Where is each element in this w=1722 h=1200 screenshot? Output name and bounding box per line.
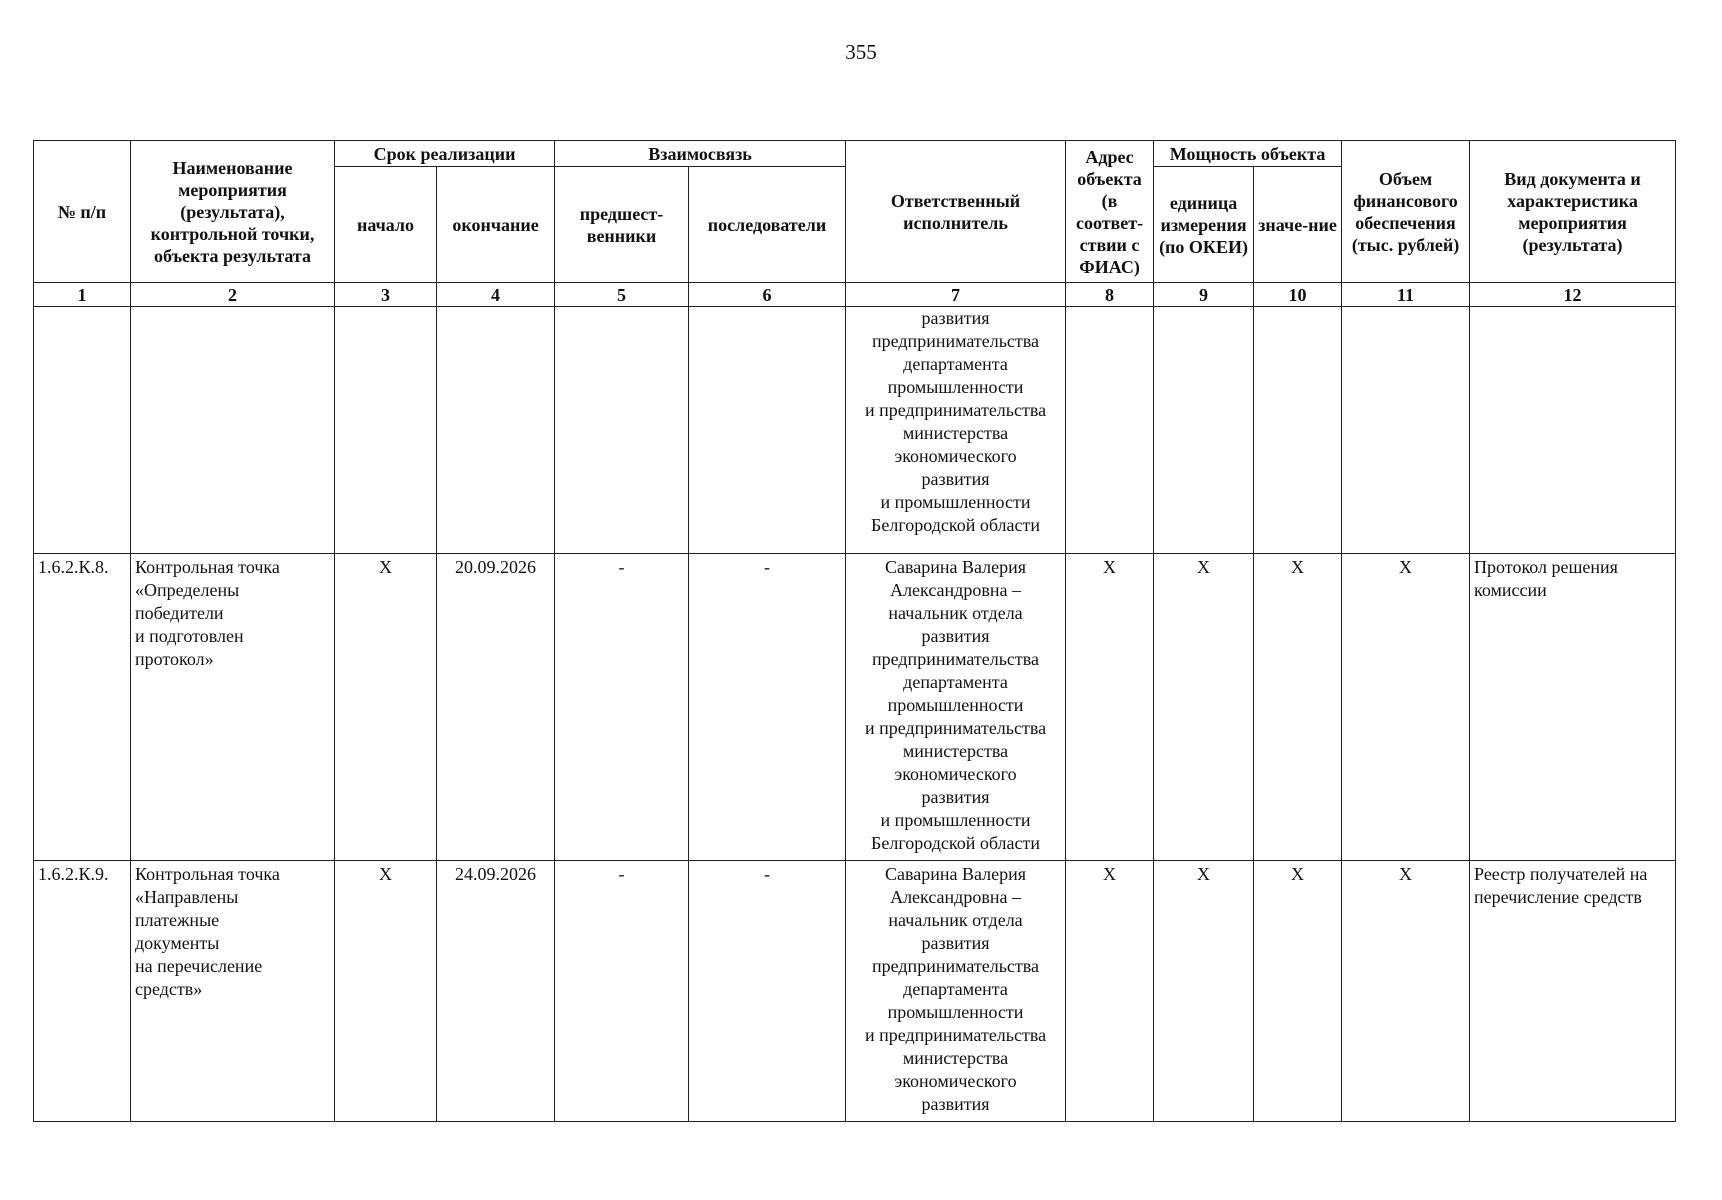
responsible-line: Белгородской области (871, 515, 1041, 535)
cell-start: X (335, 861, 437, 1122)
cell-doc-type: Протокол решения комиссии (1470, 553, 1676, 860)
column-number: 11 (1342, 283, 1470, 307)
header-address: Адрес объекта (в соответ-ствии с ФИАС) (1066, 141, 1154, 283)
name-line: и подготовлен (135, 625, 244, 646)
cell-funding: X (1342, 861, 1470, 1122)
header-successors: последователи (689, 167, 846, 283)
cell-num (34, 307, 131, 554)
cell-responsible (846, 861, 1066, 1122)
column-number: 6 (689, 283, 846, 307)
responsible-line: экономического (894, 1071, 1017, 1092)
responsible-line: Александровна – (890, 579, 1021, 600)
cell-end: 24.09.2026 (437, 861, 555, 1122)
cell-address (1066, 307, 1154, 554)
name-line: на перечисление (135, 956, 263, 977)
responsible-line: предпринимательства (872, 648, 1040, 669)
header-value: значе-ние (1254, 167, 1342, 283)
column-number: 9 (1154, 283, 1254, 307)
cell-num: 1.6.2.К.8. (34, 553, 131, 860)
responsible-line: экономического (894, 763, 1017, 784)
responsible-line: развития (921, 933, 990, 954)
responsible-line: департамента (903, 354, 1008, 374)
cell-responsible (846, 553, 1066, 860)
responsible-line: Саварина Валерия (885, 864, 1027, 885)
responsible-line: и промышленности (880, 809, 1031, 830)
name-line: Контрольная точка (135, 556, 280, 577)
header-link-group: Взаимосвязь (555, 141, 846, 167)
column-numbers-row (34, 283, 1676, 307)
plan-table (33, 140, 1676, 1122)
cell-unit: X (1154, 553, 1254, 860)
header-predecessors: предшест-венники (555, 167, 689, 283)
cell-predecessors: - (555, 861, 689, 1122)
header-doc-type: Вид документа и характеристика мероприятия (результата) (1470, 141, 1676, 283)
responsible-line: и предпринимательства (864, 717, 1047, 738)
cell-end (437, 307, 555, 554)
cell-funding: X (1342, 553, 1470, 860)
header-name: Наименование мероприятия (результата), контрольной точки, объекта результата (131, 141, 335, 283)
name-line: «Направлены (135, 887, 239, 908)
cell-successors (689, 307, 846, 554)
name-line: средств» (135, 979, 203, 1000)
column-number: 3 (335, 283, 437, 307)
responsible-line: промышленности (887, 377, 1024, 397)
column-number: 4 (437, 283, 555, 307)
name-line: платежные (135, 910, 220, 931)
responsible-line: Александровна – (890, 887, 1021, 908)
cell-start (335, 307, 437, 554)
responsible-line: департамента (903, 979, 1008, 1000)
cell-predecessors: - (555, 553, 689, 860)
table-row-continuation (34, 307, 1676, 554)
header-term-start: начало (335, 167, 437, 283)
column-number: 1 (34, 283, 131, 307)
responsible-line: и предпринимательства (864, 400, 1047, 420)
column-number: 12 (1470, 283, 1676, 307)
cell-address: X (1066, 861, 1154, 1122)
cell-responsible (846, 307, 1066, 554)
responsible-line: начальник отдела (888, 910, 1023, 931)
cell-address: X (1066, 553, 1154, 860)
cell-successors: - (689, 861, 846, 1122)
table-row (34, 553, 1676, 860)
responsible-line: Саварина Валерия (885, 556, 1027, 577)
responsible-line: развития (921, 625, 990, 646)
column-number: 2 (131, 283, 335, 307)
cell-funding (1342, 307, 1470, 554)
responsible-line: промышленности (887, 1002, 1024, 1023)
responsible-line: развития (921, 308, 990, 328)
column-number: 7 (846, 283, 1066, 307)
cell-successors: - (689, 553, 846, 860)
responsible-line: развития (921, 469, 990, 489)
cell-doc-type: Реестр получателей на перечисление средств (1470, 861, 1676, 1122)
column-number: 8 (1066, 283, 1154, 307)
name-line: Контрольная точка (135, 864, 280, 885)
name-line: протокол» (135, 648, 214, 669)
responsible-line: промышленности (887, 694, 1024, 715)
cell-num: 1.6.2.К.9. (34, 861, 131, 1122)
responsible-line: экономического (894, 446, 1017, 466)
column-number: 5 (555, 283, 689, 307)
responsible-line: развития (921, 786, 990, 807)
header-unit: единица измерения (по ОКЕИ) (1154, 167, 1254, 283)
responsible-line: и предпринимательства (864, 1025, 1047, 1046)
cell-unit (1154, 307, 1254, 554)
cell-unit: X (1154, 861, 1254, 1122)
responsible-line: министерства (902, 423, 1009, 443)
cell-start: X (335, 553, 437, 860)
header-responsible: Ответственный исполнитель (846, 141, 1066, 283)
responsible-line: департамента (903, 671, 1008, 692)
cell-predecessors (555, 307, 689, 554)
name-line: победители (135, 602, 224, 623)
responsible-line: министерства (902, 1048, 1009, 1069)
cell-value: X (1254, 861, 1342, 1122)
cell-value (1254, 307, 1342, 554)
responsible-line: предпринимательства (872, 956, 1040, 977)
responsible-line: начальник отдела (888, 602, 1023, 623)
header-capacity-group: Мощность объекта (1154, 141, 1342, 167)
responsible-line: предпринимательства (872, 331, 1040, 351)
cell-doc-type (1470, 307, 1676, 554)
name-line: документы (135, 933, 220, 954)
header-num: № п/п (34, 141, 131, 283)
responsible-line: и промышленности (880, 492, 1031, 512)
cell-value: X (1254, 553, 1342, 860)
header-term-group: Срок реализации (335, 141, 555, 167)
cell-name (131, 307, 335, 554)
responsible-line: развития (921, 1094, 990, 1115)
header-funding: Объем финансового обеспечения (тыс. рублей) (1342, 141, 1470, 283)
header-term-end: окончание (437, 167, 555, 283)
cell-name (131, 553, 335, 860)
responsible-line: Белгородской области (871, 832, 1041, 853)
name-line: «Определены (135, 579, 240, 600)
column-number: 10 (1254, 283, 1342, 307)
responsible-line: министерства (902, 740, 1009, 761)
page-number: 355 (845, 40, 877, 64)
table-row (34, 861, 1676, 1122)
cell-name (131, 861, 335, 1122)
cell-end: 20.09.2026 (437, 553, 555, 860)
